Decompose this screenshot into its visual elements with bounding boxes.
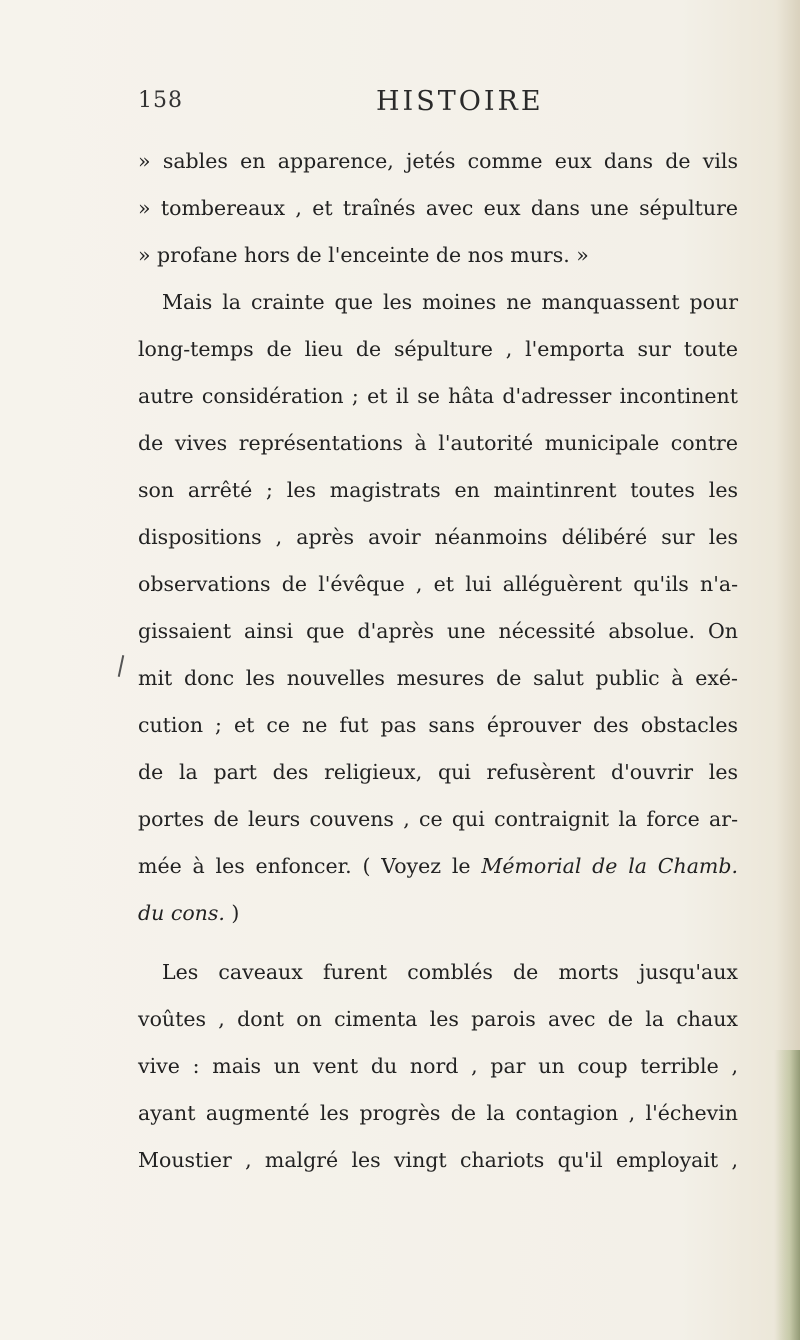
text-line: cution ; et ce ne fut pas sans éprouver des obstacles — [138, 713, 738, 737]
text-line: » sables en apparence, jetés comme eux dans de vils — [138, 149, 738, 173]
text-line: portes de leurs couvens , ce qui contraignit la force ar- — [138, 807, 738, 831]
text-line: observations de l'évêque , et lui alléguèrent qu'ils n'a- — [138, 572, 738, 596]
text-line: Moustier , malgré les vingt chariots qu'il employait , — [138, 1148, 738, 1172]
page-edge-shadow — [774, 1050, 800, 1340]
reference-title-cont: du cons. — [138, 901, 225, 925]
reference-line-end — [138, 890, 738, 937]
text-line: long-temps de lieu de sépulture , l'emporta sur toute — [138, 337, 738, 361]
text-line: son arrêté ; les magistrats en maintinrent toutes les — [138, 478, 738, 502]
text-line: vive : mais un vent du nord , par un coup terrible , — [138, 1054, 738, 1078]
text-line: Mais la crainte que les moines ne manquassent pour — [162, 290, 738, 314]
page-header — [138, 88, 678, 128]
text-line: ayant augmenté les progrès de la contagion , l'échevin — [138, 1101, 738, 1125]
reference-prefix: mée à les enfoncer. ( Voyez le — [138, 854, 482, 878]
text-line: » profane hors de l'enceinte de nos murs. » — [138, 243, 589, 267]
reference-close: ) — [224, 901, 240, 925]
reference-line — [138, 843, 738, 890]
text-line: gissaient ainsi que d'après une nécessité absolue. On — [138, 619, 738, 643]
body-text — [138, 138, 738, 1184]
text-line: autre considération ; et il se hâta d'adresser incontinent — [138, 384, 738, 408]
text-line: voûtes , dont on cimenta les parois avec de la chaux — [138, 1007, 738, 1031]
text-line: de la part des religieux, qui refusèrent d'ouvrir les — [138, 760, 738, 784]
running-title: HISTOIRE — [376, 86, 544, 117]
margin-mark — [118, 655, 125, 677]
reference-title: Mémorial de la Chamb. — [481, 854, 739, 878]
text-line: Les caveaux furent comblés de morts jusqu'aux — [162, 960, 738, 984]
text-line: dispositions , après avoir néanmoins délibéré sur les — [138, 525, 738, 549]
text-line: » tombereaux , et traînés avec eux dans une sépulture — [138, 196, 738, 220]
text-line: mit donc les nouvelles mesures de salut public à exé- — [138, 666, 738, 690]
text-line: de vives représentations à l'autorité municipale contre — [138, 431, 738, 455]
paragraph-gap — [138, 937, 738, 949]
page-number: 158 — [138, 88, 183, 113]
